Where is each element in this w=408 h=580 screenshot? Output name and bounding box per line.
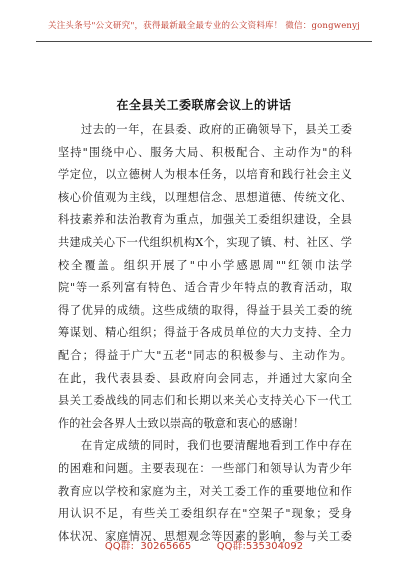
body-line: 科技素养和法治教育为重点，加强关工委组织建设，全县	[58, 213, 352, 227]
body-line: 的困难和问题。主要表现在：一些部门和领导认为青少年	[58, 461, 352, 475]
body-line: 在此，我代表县委、县政府向会同志，并通过大家向全	[58, 371, 352, 385]
header-divider	[36, 41, 372, 42]
body-line: 核心价值观为主线，以理想信念、思想道德、传统文化、	[58, 190, 352, 204]
body-line: 筹谋划、精心组织；得益于各成员单位的大力支持、全力	[58, 326, 352, 340]
document-title: 在全县关工委联席会议上的讲话	[116, 98, 292, 112]
body-line: 校全覆盖。组织开展了"中小学感恩周""红领巾法学	[58, 258, 352, 272]
body-line: 得了优异的成绩。这些成绩的取得，得益于县关工委的统	[58, 303, 352, 317]
body-line: 体状况、家庭情况、思想观念等因素的影响，参与关工委	[58, 529, 352, 543]
body-line: 作的社会各界人士致以崇高的敬意和衷心的感谢！	[58, 416, 305, 430]
body-line: 用认识不足，有些关工委组织存在"空架子"现象；受身	[58, 507, 352, 521]
contact-footer: QQ群: 30265665 QQ群:535304092	[104, 541, 304, 552]
body-line: 学定位，以立德树人为根本任务，以培育和践行社会主义	[58, 168, 352, 182]
document-body	[58, 119, 352, 548]
body-line: 在肯定成绩的同时，我们也要清醒地看到工作中存在	[81, 439, 352, 453]
promo-header: 关注头条号"公文研究"，获得最新最全最专业的公文资料库！ 微信：gongwenyj	[48, 21, 360, 31]
body-line: 县关工委战线的同志们和长期以来关心支持关心下一代工	[58, 394, 352, 408]
body-line: 共建成关心下一代组织机构X个，实现了镇、村、社区、学	[58, 235, 352, 249]
body-line: 配合；得益于广大"五老"同志的积极参与、主动作为。	[58, 348, 352, 362]
body-line: 过去的一年，在县委、政府的正确领导下，县关工委	[81, 123, 352, 136]
body-line: 院"等一系列富有特色、适合青少年特点的教育活动，取	[58, 281, 352, 295]
body-line: 教育应以学校和家庭为主，对关工委工作的重要地位和作	[58, 484, 352, 498]
body-line: 坚持"围绕中心、服务大局、积极配合、主动作为"的科	[58, 145, 352, 159]
